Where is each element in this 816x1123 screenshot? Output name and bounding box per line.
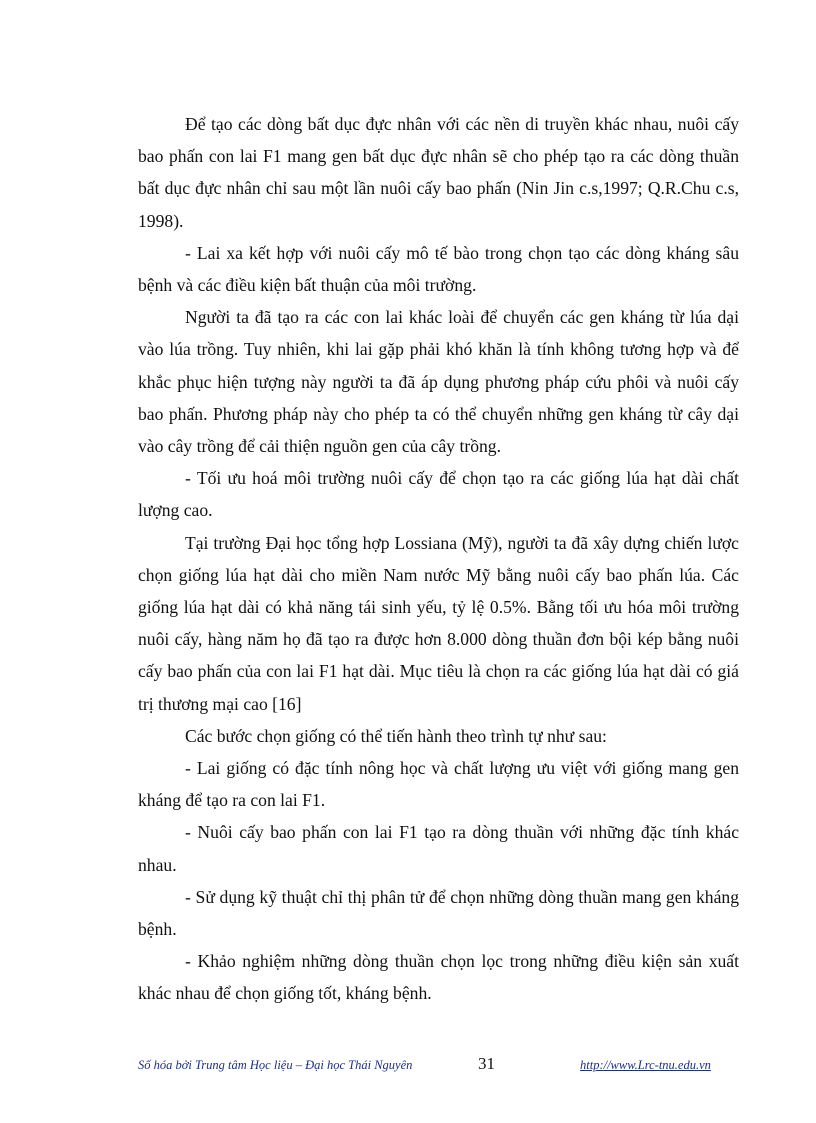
- paragraph: - Sử dụng kỹ thuật chỉ thị phân tử để chọn những dòng thuần mang gen kháng bệnh.: [138, 886, 739, 940]
- paragraph: Các bước chọn giống có thể tiến hành theo trình tự như sau:: [185, 725, 607, 746]
- paragraph: - Tối ưu hoá môi trường nuôi cấy để chọn tạo ra các giống lúa hạt dài chất lượng cao.: [138, 468, 739, 521]
- document-body: [138, 108, 739, 1010]
- paragraph: - Lai giống có đặc tính nông học và chất lượng ưu việt với giống mang gen kháng để tạo ra con lai F1.: [138, 758, 739, 811]
- footer-credit: Số hóa bởi Trung tâm Học liệu – Đại học Thái Nguyên: [138, 1058, 413, 1072]
- page-number: 31: [478, 1054, 495, 1073]
- page-footer: [0, 1054, 816, 1078]
- paragraph: - Nuôi cấy bao phấn con lai F1 tạo ra dòng thuần với những đặc tính khác nhau.: [138, 822, 739, 875]
- paragraph: - Khảo nghiệm những dòng thuần chọn lọc trong những điều kiện sản xuất khác nhau để chọn giống tốt, kháng bệnh.: [138, 951, 739, 1004]
- paragraph: Tại trường Đại học tổng hợp Lossiana (Mỹ), người ta đã xây dựng chiến lược chọn giống lúa hạt dài cho miền Nam nước Mỹ bằng nuôi cấy bao phấn lúa. Các giống lúa hạt dài có khả năng tái sinh yếu, tỷ lệ 0.5%. Bằng tối ưu hóa môi trường nuôi cấy, hàng năm họ đã tạo ra được hơn 8.000 dòng thuần đơn bội kép bằng nuôi cấy bao phấn của con lai F1 hạt dài. Mục tiêu là chọn ra các giống lúa hạt dài có giá trị thương mại cao [16]: [138, 532, 739, 714]
- paragraph: Để tạo các dòng bất dục đực nhân với các nền di truyền khác nhau, nuôi cấy bao phấn con lai F1 mang gen bất dục đực nhân sẽ cho phép tạo ra các dòng thuần bất dục đực nhân chỉ sau một lần nuôi cấy bao phấn (Nin Jin c.s,1997; Q.R.Chu c.s, 1998).: [138, 114, 739, 231]
- paragraph: - Lai xa kết hợp với nuôi cấy mô tế bào trong chọn tạo các dòng kháng sâu bệnh và các điều kiện bất thuận của môi trường.: [138, 242, 739, 296]
- paragraph: Người ta đã tạo ra các con lai khác loài để chuyển các gen kháng từ lúa dại vào lúa trồng. Tuy nhiên, khi lai gặp phải khó khăn là tính không tương hợp và để khắc phục hiện tượng này người ta đã áp dụng phương pháp cứu phôi và nuôi cấy bao phấn. Phương pháp này cho phép ta có thể chuyển những gen kháng từ cây dại vào cây trồng để cải thiện nguồn gen của cây trồng.: [138, 307, 739, 457]
- footer-url-link[interactable]: http://www.Lrc-tnu.edu.vn: [580, 1058, 711, 1072]
